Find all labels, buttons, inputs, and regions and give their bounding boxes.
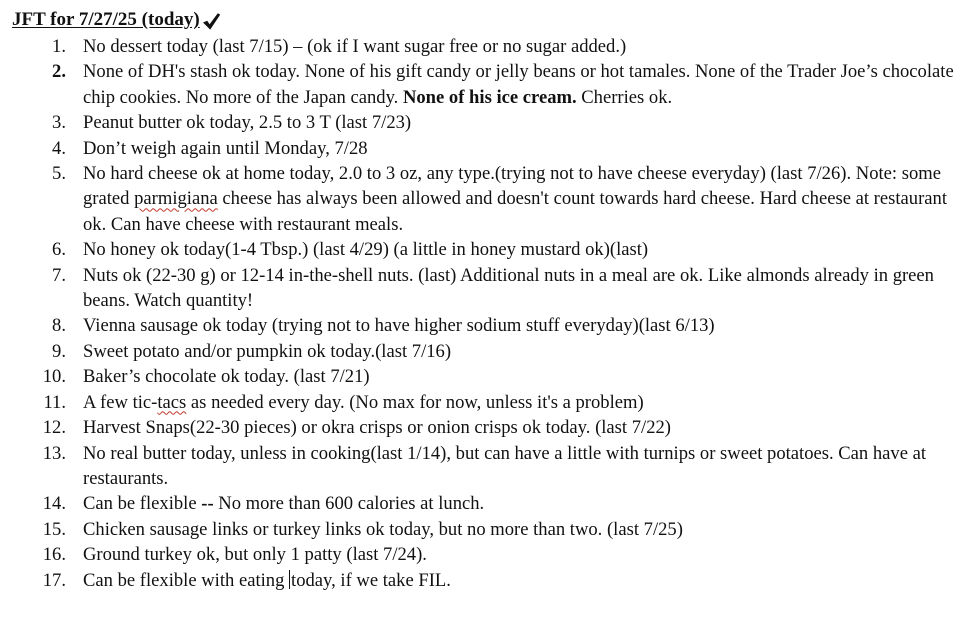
text-segment: Don’t weigh again until Monday, 7/28 [83,137,368,159]
list-item-number: 14. [42,493,66,515]
list-item [0,136,965,161]
text-segment: as needed every day. (No max for now, unless it's a problem) [186,391,644,413]
list-item [0,263,965,314]
list-item-text [83,570,451,591]
list-item-number: 5. [52,163,66,185]
text-segment: Chicken sausage links or turkey links ok today, but no more than two. (last 7/25) [83,518,683,540]
list-item [0,491,965,516]
list-item-number: 12. [42,417,66,439]
text-segment: Cherries ok. [576,86,673,108]
list-item-text [83,366,370,387]
list-item [0,364,965,389]
text-cursor [289,570,290,589]
list-item [0,568,965,593]
text-segment: Baker’s chocolate ok today. (last 7/21) [83,366,370,388]
list-item-text [83,265,934,311]
list-item-text [83,544,427,565]
document-title [12,8,221,32]
list-item-text [83,163,947,235]
text-segment: No honey ok today(1-4 Tbsp.) (last 4/29) (a little in honey mustard ok)(last) [83,239,649,261]
text-segment: Peanut butter ok today, 2.5 to 3 T (last 7/23) [83,112,412,134]
list-item [0,542,965,567]
list-item-number: 1. [52,36,66,57]
text-segment: Nuts ok (22-30 g) or 12-14 in-the-shell nuts. (last) Additional nuts in a meal are ok. Like almonds already in green beans. Watch quantity! [83,264,934,312]
list-item [0,237,965,262]
list-item [0,441,965,492]
text-segment: No more than 600 calories at lunch. [213,493,485,515]
list-item-number: 11. [43,391,66,413]
list-item-number: 3. [52,112,66,134]
list-item-text [83,61,954,107]
list-item [0,34,965,59]
text-segment: None of DH's stash ok today. None of his gift candy or jelly beans or hot tamales. None of the Trader Joe’s chocolate chip cookies. No more of the Japan candy. [83,61,954,108]
bold-text: None of his ice cream. [402,86,577,108]
list-item-number: 15. [42,518,66,540]
text-segment: No dessert today (last 7/15) – (ok if I want sugar free or no sugar added.) [83,36,627,57]
list-item [0,415,965,440]
text-segment: No hard cheese ok at home today, 2.0 to 3 oz, any type.(trying not to have cheese everyday) (last 7/26). Note: some grated [83,163,941,210]
text-segment: Vienna sausage ok today (trying not to have higher sodium stuff everyday)(last 6/13) [83,315,715,337]
list-item-number: 16. [42,544,66,566]
spellcheck-flagged-word: tacs [157,391,187,413]
list-item [0,390,965,415]
list-item [0,110,965,135]
text-segment: Can be flexible [83,493,202,515]
text-segment: Sweet potato and/or pumpkin ok today.(last 7/16) [83,340,452,362]
list-item-text [83,519,683,540]
list-item-number: 4. [52,137,66,159]
list-item-number: 13. [42,442,66,464]
list-item [0,517,965,542]
list-item-number: 8. [52,315,66,337]
list-item-text [83,112,411,133]
list-item-text [83,392,644,413]
text-segment: Harvest Snaps(22-30 pieces) or okra crisps or onion crisps ok today. (last 7/22) [83,417,671,439]
text-segment: Can be flexible with eating [83,569,290,591]
text-segment: A few tic- [83,391,158,413]
title-text: JFT for 7/27/25 (today) [12,9,200,30]
text-segment: No real butter today, unless in cooking(last 1/14), but can have a little with turnips or sweet potatoes. Can have at restaurants. [83,442,927,489]
list-item-text [83,443,926,489]
list-item-text [83,36,626,57]
numbered-list [0,34,965,593]
list-item-number: 10. [42,366,66,388]
text-segment: Ground turkey ok, but only 1 patty (last 7/24). [83,544,427,566]
text-segment: today, if we take FIL. [291,569,451,591]
list-item [0,313,965,338]
spellcheck-flagged-word: parmigiana [134,188,218,210]
list-item [0,339,965,364]
list-item-text [83,417,671,438]
list-item-number: 17. [42,569,66,591]
list-item [0,161,965,237]
list-item-text [83,493,484,514]
bold-text: -- [201,493,214,515]
list-item-text [83,239,648,260]
text-segment: cheese has always been allowed and doesn't count towards hard cheese. Hard cheese at restaurant ok. Can have cheese with restaurant meals. [83,188,947,235]
list-item-number: 9. [52,340,66,362]
list-item-text [83,138,368,159]
list-item-number: 2. [52,61,66,83]
list-item-number: 7. [52,264,66,286]
list-item-number: 6. [52,239,66,261]
list-item-text [83,315,715,336]
list-item-text [83,341,451,362]
checkmark-icon [201,11,221,31]
list-item [0,59,965,110]
